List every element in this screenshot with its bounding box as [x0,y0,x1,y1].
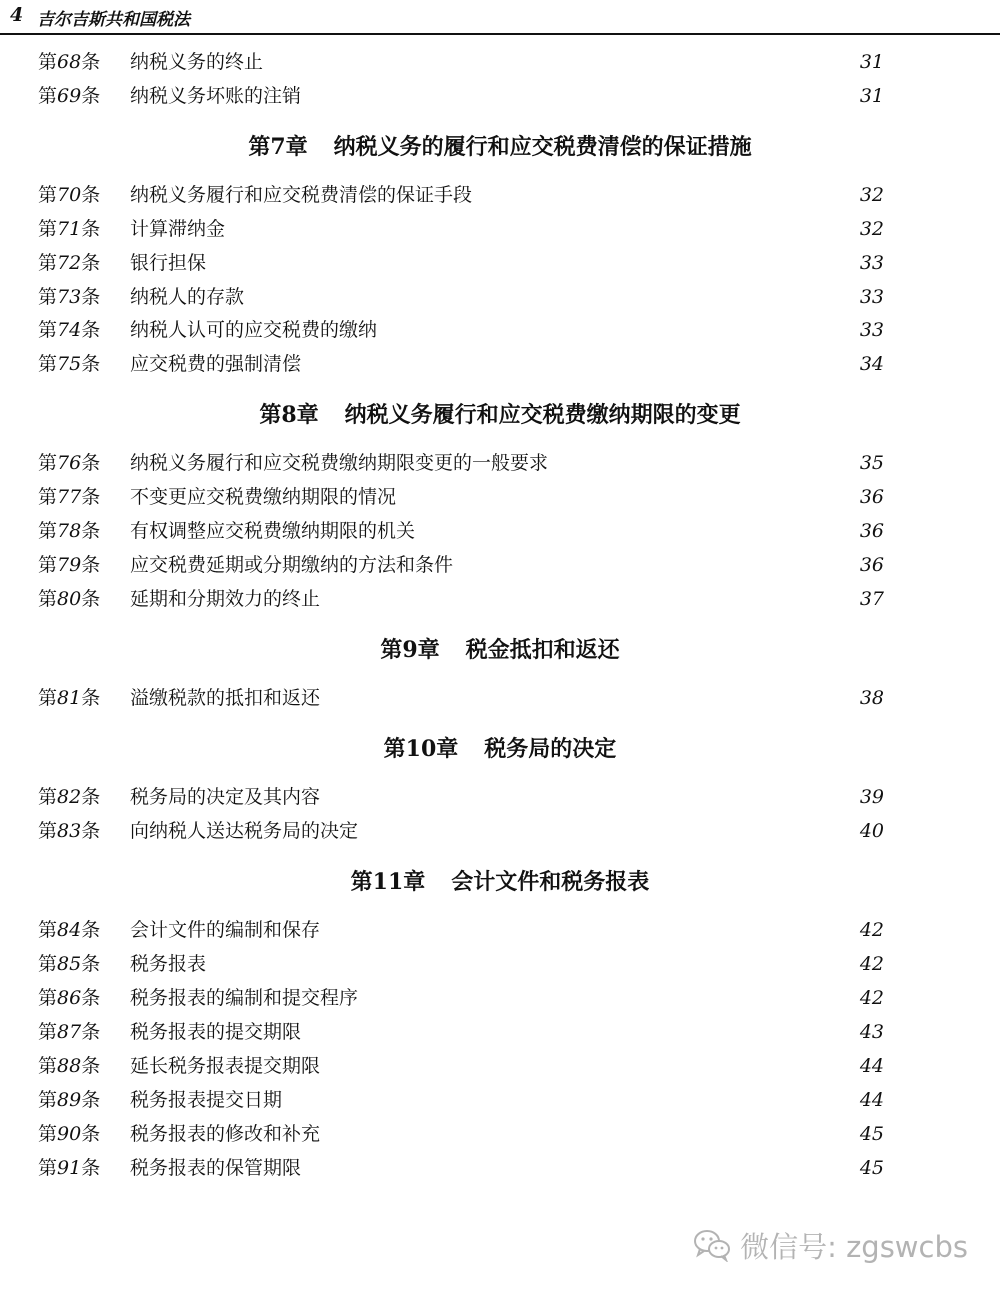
article-number: 第69条 [38,85,101,107]
page-ref: 40 [859,820,884,842]
article-number: 第90条 [38,1123,101,1145]
page-ref: 36 [859,486,884,508]
toc-entry[interactable] [0,782,1000,812]
article-number: 第88条 [38,1055,101,1077]
article-number: 第91条 [38,1157,101,1179]
chapter-heading [0,398,1000,432]
page-ref: 45 [859,1157,884,1179]
toc-entry[interactable] [0,214,1000,244]
article-number: 第84条 [38,919,101,941]
chapter-title: 会计文件和税务报表 [451,869,650,895]
page-ref: 44 [859,1089,884,1111]
article-number: 第71条 [38,218,101,240]
toc-entry[interactable] [0,683,1000,713]
page-ref: 38 [859,687,884,709]
toc-entry[interactable] [0,1153,1000,1183]
article-title: 税务报表 [130,953,207,975]
article-title: 延长税务报表提交期限 [130,1055,321,1077]
article-number: 第73条 [38,286,101,308]
page-ref: 36 [859,554,884,576]
page-ref: 33 [859,319,884,341]
article-title: 税务报表的保管期限 [130,1157,302,1179]
article-title: 税务报表的修改和补充 [130,1123,321,1145]
page-ref: 43 [859,1021,884,1043]
article-number: 第76条 [38,452,101,474]
toc-entry[interactable] [0,584,1000,614]
toc-entry[interactable] [0,550,1000,580]
article-title: 税务报表提交日期 [130,1089,283,1111]
article-title: 税务局的决定及其内容 [130,786,321,808]
chapter-number: 第8章 [259,402,319,428]
header-rule [0,33,1000,35]
chapter-title: 税金抵扣和返还 [465,637,620,663]
toc-entry[interactable] [0,516,1000,546]
chapter-title: 纳税义务履行和应交税费缴纳期限的变更 [344,402,741,428]
toc-entry[interactable] [0,482,1000,512]
page-ref: 42 [859,953,884,975]
toc-entry[interactable] [0,1085,1000,1115]
toc-entry[interactable] [0,949,1000,979]
article-number: 第86条 [38,987,101,1009]
page-ref: 32 [859,218,884,240]
article-number: 第89条 [38,1089,101,1111]
article-title: 应交税费延期或分期缴纳的方法和条件 [130,554,454,576]
article-title: 不变更应交税费缴纳期限的情况 [130,486,397,508]
page-ref: 35 [859,452,884,474]
page-ref: 34 [859,353,884,375]
watermark [692,1228,968,1264]
article-number: 第83条 [38,820,101,842]
toc-entry[interactable] [0,1017,1000,1047]
article-title: 应交税费的强制清偿 [130,353,302,375]
toc-entry[interactable] [0,315,1000,345]
page-ref: 36 [859,520,884,542]
article-title: 银行担保 [130,252,207,274]
chapter-heading [0,865,1000,899]
chapter-heading [0,732,1000,766]
page-ref: 33 [859,286,884,308]
toc-entry[interactable] [0,915,1000,945]
watermark-text: 微信号: zgswcbs [740,1230,968,1264]
page-ref: 44 [859,1055,884,1077]
chapter-number: 第11章 [350,869,426,895]
article-title: 有权调整应交税费缴纳期限的机关 [130,520,416,542]
page-number: 4 [10,4,24,26]
toc-entry[interactable] [0,1119,1000,1149]
article-number: 第85条 [38,953,101,975]
article-number: 第79条 [38,554,101,576]
article-number: 第87条 [38,1021,101,1043]
chapter-number: 第10章 [383,736,459,762]
article-title: 会计文件的编制和保存 [130,919,321,941]
article-title: 纳税人认可的应交税费的缴纳 [130,319,378,341]
article-number: 第81条 [38,687,101,709]
article-number: 第72条 [38,252,101,274]
toc-entry[interactable] [0,248,1000,278]
chapter-number: 第9章 [380,637,440,663]
article-title: 纳税义务履行和应交税费清偿的保证手段 [130,184,473,206]
page-header [0,2,1000,34]
article-number: 第77条 [38,486,101,508]
article-number: 第75条 [38,353,101,375]
article-number: 第80条 [38,588,101,610]
toc-entry[interactable] [0,47,1000,77]
article-title: 税务报表的提交期限 [130,1021,302,1043]
toc-entry[interactable] [0,81,1000,111]
article-title: 延期和分期效力的终止 [130,588,321,610]
article-title: 纳税义务的终止 [130,51,264,73]
article-number: 第74条 [38,319,101,341]
toc-entry[interactable] [0,349,1000,379]
page-ref: 32 [859,184,884,206]
article-number: 第68条 [38,51,101,73]
article-number: 第70条 [38,184,101,206]
page-ref: 31 [859,51,884,73]
article-title: 纳税义务坏账的注销 [130,85,302,107]
book-title: 吉尔吉斯共和国税法 [37,10,190,30]
chapter-title: 纳税义务的履行和应交税费清偿的保证措施 [333,134,752,160]
chapter-heading [0,633,1000,667]
wechat-icon [692,1228,732,1270]
page-ref: 37 [859,588,884,610]
toc-entry[interactable] [0,1051,1000,1081]
page-ref: 42 [859,987,884,1009]
article-title: 税务报表的编制和提交程序 [130,987,359,1009]
toc-entry[interactable] [0,816,1000,846]
toc-entry[interactable] [0,448,1000,478]
article-number: 第78条 [38,520,101,542]
page-ref: 45 [859,1123,884,1145]
chapter-number: 第7章 [248,134,308,160]
chapter-heading [0,130,1000,164]
toc-entry[interactable] [0,282,1000,312]
page-ref: 31 [859,85,884,107]
article-title: 纳税人的存款 [130,286,245,308]
article-title: 纳税义务履行和应交税费缴纳期限变更的一般要求 [130,452,549,474]
page-ref: 42 [859,919,884,941]
toc-entry[interactable] [0,983,1000,1013]
article-title: 计算滞纳金 [130,218,226,240]
article-title: 溢缴税款的抵扣和返还 [130,687,321,709]
page-ref: 39 [859,786,884,808]
article-title: 向纳税人送达税务局的决定 [130,820,359,842]
page-ref: 33 [859,252,884,274]
article-number: 第82条 [38,786,101,808]
toc-entry[interactable] [0,180,1000,210]
chapter-title: 税务局的决定 [484,736,617,762]
